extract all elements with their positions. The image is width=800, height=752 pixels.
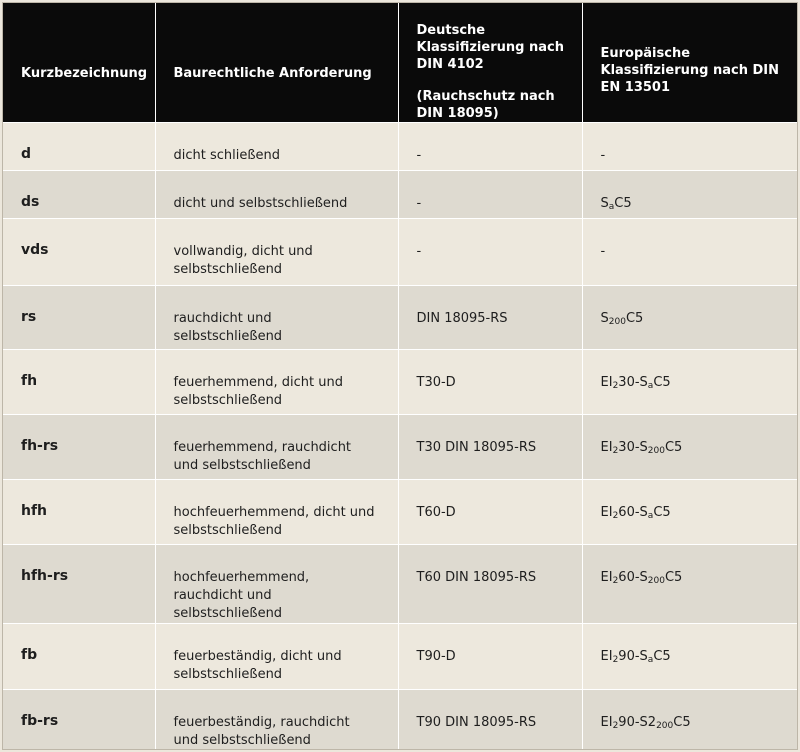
eu-class-subscript: 2 — [612, 446, 619, 456]
kurzbezeichnung-cell: fb-rs — [3, 690, 155, 751]
anforderung-line: selbstschließend — [173, 606, 283, 621]
eu-class-text: C5 — [653, 649, 671, 664]
europaeische-klassifizierung-cell — [582, 624, 798, 690]
header-de-line2: Klassifizierung nach — [416, 40, 564, 55]
eu-class-text: - — [600, 148, 606, 163]
anforderung-line: hochfeuerhemmend, dicht und — [173, 505, 375, 520]
deutsche-klassifizierung-cell: T90-D — [398, 624, 582, 690]
eu-class-subscript: a — [608, 202, 615, 212]
eu-class-text: C5 — [673, 715, 691, 730]
header-eu-line2: Klassifizierung nach DIN — [600, 63, 779, 78]
europaeische-klassifizierung-cell — [582, 480, 798, 545]
header-de-line1: Deutsche — [416, 23, 486, 38]
eu-class-text: C5 — [653, 505, 671, 520]
anforderung-line: feuerhemmend, rauchdicht — [173, 440, 352, 455]
eu-class-text: 90-S — [618, 649, 648, 664]
anforderung-cell — [155, 690, 398, 751]
anforderung-line: selbstschließend — [173, 523, 283, 538]
eu-class-text: EI — [600, 570, 613, 585]
classification-table-container — [2, 2, 798, 750]
eu-class-subscript: 2 — [612, 655, 619, 665]
deutsche-klassifizierung-cell: T60 DIN 18095-RS — [398, 545, 582, 624]
eu-class-text: S — [600, 196, 609, 211]
eu-class-text: 60-S — [618, 570, 648, 585]
table-row — [3, 123, 798, 171]
anforderung-cell — [155, 350, 398, 415]
europaeische-klassifizierung-cell — [582, 123, 798, 171]
eu-class-text: S — [600, 311, 609, 326]
deutsche-klassifizierung-cell: - — [398, 171, 582, 219]
table-row — [3, 350, 798, 415]
eu-class-subscript: 200 — [608, 317, 626, 327]
eu-class-subscript: 2 — [612, 511, 619, 521]
deutsche-klassifizierung-cell: - — [398, 123, 582, 171]
kurzbezeichnung-cell: fh-rs — [3, 415, 155, 480]
kurzbezeichnung-cell: fh — [3, 350, 155, 415]
anforderung-cell — [155, 415, 398, 480]
header-kurzbezeichnung-label: Kurzbezeichnung — [21, 66, 148, 81]
kurzbezeichnung-cell: hfh-rs — [3, 545, 155, 624]
table-row — [3, 545, 798, 624]
eu-class-text: 30-S — [618, 375, 648, 390]
anforderung-line: dicht und selbstschließend — [173, 196, 348, 211]
eu-class-text: C5 — [625, 311, 644, 326]
header-de-line5: DIN 18095) — [416, 106, 499, 121]
anforderung-cell — [155, 219, 398, 286]
table-row — [3, 624, 798, 690]
kurzbezeichnung-cell: vds — [3, 219, 155, 286]
anforderung-line: und selbstschließend — [173, 733, 311, 748]
header-row — [3, 3, 798, 123]
anforderung-line: selbstschließend — [173, 329, 283, 344]
anforderung-cell — [155, 123, 398, 171]
eu-class-subscript: 200 — [656, 721, 674, 731]
header-eu-line3: EN 13501 — [600, 80, 671, 95]
eu-class-text: EI — [600, 649, 613, 664]
deutsche-klassifizierung-cell: T30 DIN 18095-RS — [398, 415, 582, 480]
header-eu-line1: Europäische — [600, 46, 691, 61]
eu-class-text: 90-S2 — [618, 715, 657, 730]
header-anforderung-label: Baurechtliche Anforderung — [173, 66, 372, 81]
anforderung-line: dicht schließend — [173, 148, 281, 163]
eu-class-subscript: 200 — [647, 576, 665, 586]
europaeische-klassifizierung-cell — [582, 286, 798, 350]
table-row — [3, 690, 798, 751]
header-europaeische-klassifizierung — [582, 3, 798, 123]
deutsche-klassifizierung-cell: T90 DIN 18095-RS — [398, 690, 582, 751]
eu-class-subscript: a — [647, 381, 654, 391]
header-de-line3: DIN 4102 — [416, 57, 484, 72]
eu-class-text: 30-S — [618, 440, 648, 455]
eu-class-text: 60-S — [618, 505, 648, 520]
anforderung-line: feuerbeständig, rauchdicht — [173, 715, 350, 730]
eu-class-text: C5 — [653, 375, 671, 390]
europaeische-klassifizierung-cell — [582, 219, 798, 286]
anforderung-line: und selbstschließend — [173, 458, 311, 473]
deutsche-klassifizierung-cell: T30-D — [398, 350, 582, 415]
kurzbezeichnung-cell: hfh — [3, 480, 155, 545]
header-baurechtliche-anforderung — [155, 3, 398, 123]
europaeische-klassifizierung-cell — [582, 545, 798, 624]
deutsche-klassifizierung-cell: - — [398, 219, 582, 286]
anforderung-line: vollwandig, dicht und — [173, 244, 313, 259]
anforderung-line: selbstschließend — [173, 667, 283, 682]
table-row — [3, 480, 798, 545]
table-row — [3, 219, 798, 286]
europaeische-klassifizierung-cell — [582, 415, 798, 480]
anforderung-cell — [155, 171, 398, 219]
anforderung-line: rauchdicht und — [173, 311, 272, 326]
eu-class-text: C5 — [614, 196, 632, 211]
header-deutsche-klassifizierung — [398, 3, 582, 123]
table-row — [3, 171, 798, 219]
anforderung-line: feuerbeständig, dicht und — [173, 649, 342, 664]
header-de-line4: (Rauchschutz nach — [416, 89, 555, 104]
table-row — [3, 415, 798, 480]
anforderung-cell — [155, 545, 398, 624]
eu-class-subscript: 2 — [612, 381, 619, 391]
eu-class-text: - — [600, 244, 606, 259]
table-row — [3, 286, 798, 350]
anforderung-line: selbstschließend — [173, 393, 283, 408]
eu-class-subscript: a — [647, 511, 654, 521]
anforderung-line: hochfeuerhemmend, — [173, 570, 310, 585]
deutsche-klassifizierung-cell: T60-D — [398, 480, 582, 545]
eu-class-subscript: 2 — [612, 721, 619, 731]
door-classification-table — [3, 3, 798, 750]
europaeische-klassifizierung-cell — [582, 350, 798, 415]
header-kurzbezeichnung — [3, 3, 155, 123]
europaeische-klassifizierung-cell — [582, 690, 798, 751]
anforderung-line: feuerhemmend, dicht und — [173, 375, 343, 390]
kurzbezeichnung-cell: ds — [3, 171, 155, 219]
eu-class-text: C5 — [664, 440, 683, 455]
eu-class-subscript: 2 — [612, 576, 619, 586]
kurzbezeichnung-cell: d — [3, 123, 155, 171]
europaeische-klassifizierung-cell — [582, 171, 798, 219]
eu-class-subscript: a — [647, 655, 654, 665]
kurzbezeichnung-cell: rs — [3, 286, 155, 350]
anforderung-cell — [155, 624, 398, 690]
eu-class-subscript: 200 — [647, 446, 665, 456]
eu-class-text: C5 — [664, 570, 683, 585]
anforderung-line: selbstschließend — [173, 262, 283, 277]
eu-class-text: EI — [600, 505, 613, 520]
eu-class-text: EI — [600, 715, 613, 730]
anforderung-cell — [155, 286, 398, 350]
kurzbezeichnung-cell: fb — [3, 624, 155, 690]
eu-class-text: EI — [600, 440, 613, 455]
anforderung-line: rauchdicht und — [173, 588, 272, 603]
deutsche-klassifizierung-cell: DIN 18095-RS — [398, 286, 582, 350]
anforderung-cell — [155, 480, 398, 545]
eu-class-text: EI — [600, 375, 613, 390]
table-body — [3, 123, 798, 751]
